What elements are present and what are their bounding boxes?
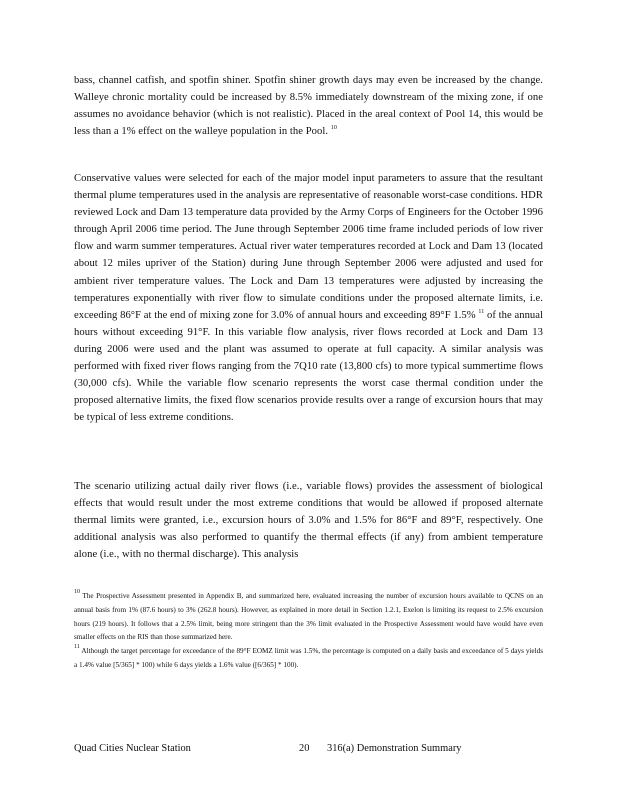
paragraph-3-text: The scenario utilizing actual daily river flows (i.e., variable flows) provides the assessment of biological effects that would result under the most extreme conditions that would be allowed if proposed alternate thermal limits were granted, i.e., excursion hours of 3.0% and 1.5% for 86°F and 89°F, respectively. One additional analysis was also performed to quantify the thermal effects (if any) from ambient temperature alone (i.e., with no thermal discharge). This analysis — [74, 481, 543, 561]
paragraph-2 — [74, 170, 543, 426]
paragraph-1-text: bass, channel catfish, and spotfin shiner. Spotfin shiner growth days may even be increased by the change. Walleye chronic mortality could be increased by 8.5% immediately downstream of the mixing zone, if one assumes no avoidance behavior (which is not realistic). Placed in the areal context of Pool 14, this would be less than a 1% effect on the walleye population in the Pool. — [74, 75, 543, 138]
footnote-10 — [74, 590, 543, 645]
footer-station-name: Quad Cities Nuclear Station — [74, 743, 191, 754]
footnote-10-text: The Prospective Assessment presented in Appendix B, and summarized here, evaluated increasing the number of excursion hours available to QCNS on an annual basis from 1% (87.6 hours) to 3% (262.8 hours). However, as explained in more detail in Section 1.2.1, Exelon is limiting its request to 2.5% excursion hours (219 hours). It follows that a 2.5% limit, being more stringent than the 3% limit evaluated in the Prospective Assessment would have would have even smaller effects on the RIS than those summarized here. — [74, 592, 543, 642]
footnote-ref-10[interactable]: 10 — [330, 125, 337, 132]
paragraph-1 — [74, 72, 543, 140]
paragraph-2-text-a: Conservative values were selected for each of the major model input parameters to assure that the resultant thermal plume temperatures used in the analysis are representative of reasonable worst-case conditions. HDR reviewed Lock and Dam 13 temperature data provided by the Army Corps of Engineers for the October 1996 through April 2006 time period. The June through September 2006 time frame included periods of low river flow and warm summer temperatures. Actual river water temperatures recorded at Lock and Dam 13 (located about 12 miles upriver of the Station) during June through September 2006 were adjusted and used for ambient river temperature values. The Lock and Dam 13 temperatures were adjusted by increasing the temperatures exponentially with river flow to simulate conditions under the proposed alternate limits, i.e. exceeding 86°F at the end of mixing zone for 3.0% of annual hours and exceeding 89°F 1.5% — [74, 173, 543, 321]
footnote-11-text: Although the target percentage for exceedance of the 89°F EOMZ limit was 1.5%, the percentage is computed on a daily basis and exceedance of 5 days yields a 1.4% value [5/365] * 100) while 6 days yields a 1.6% value ([6/365] * 100). — [74, 647, 544, 669]
paragraph-3 — [74, 478, 543, 563]
paragraph-2-text-b: of the annual hours without exceeding 91°F. In this variable flow analysis, river flows recorded at Lock and Dam 13 during 2006 were used and the plant was assumed to operate at full capacity. A similar analysis was performed with fixed river flows ranging from the 7Q10 rate (13,800 cfs) to more typical summertime flows (30,000 cfs). While the variable flow scenario represents the worst case thermal condition under the proposed alternative limits, the fixed flow scenarios provide results over a range of excursion hours that may be typical of less extreme conditions. — [74, 309, 544, 424]
footer-document-title: 316(a) Demonstration Summary — [327, 743, 462, 754]
footnotes — [74, 590, 543, 673]
footnote-11 — [74, 645, 543, 673]
footnote-ref-11[interactable]: 11 — [478, 308, 485, 315]
footnote-11-marker: 11 — [74, 644, 80, 651]
footnote-10-marker: 10 — [74, 589, 80, 595]
page-number: 20 — [299, 743, 310, 754]
